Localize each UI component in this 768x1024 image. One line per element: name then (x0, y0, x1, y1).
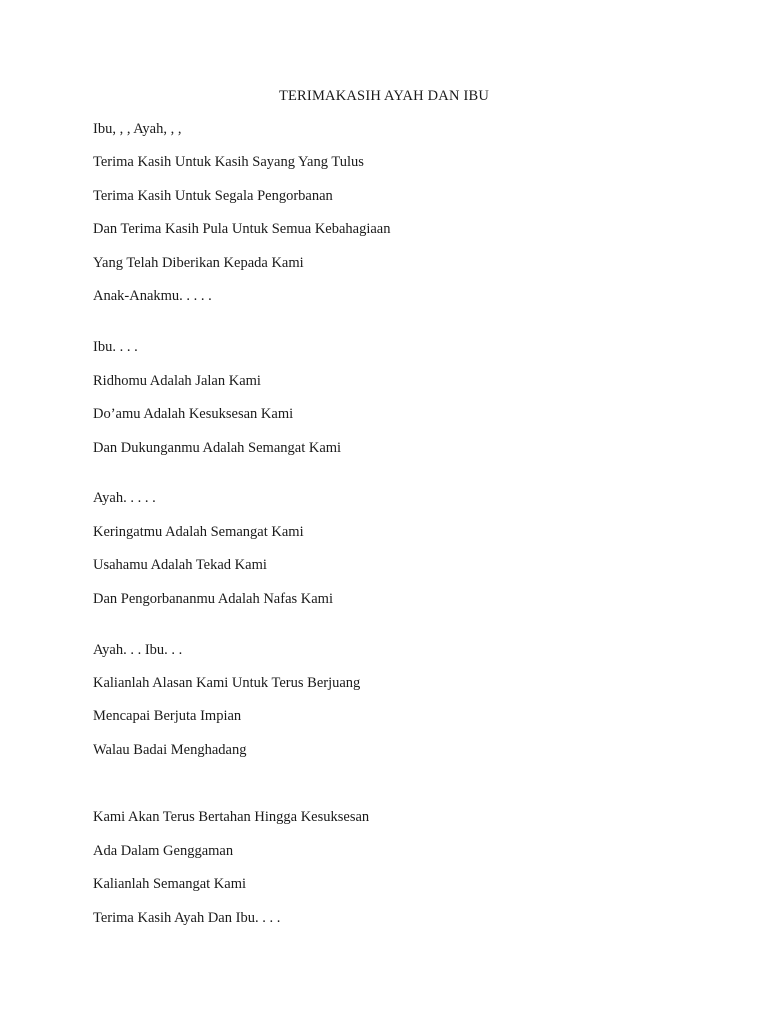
poem-line: Anak-Anakmu. . . . . (93, 288, 212, 304)
poem-line: Terima Kasih Ayah Dan Ibu. . . . (93, 910, 281, 926)
poem-line: Ayah. . . . . (93, 490, 156, 506)
poem-line: Yang Telah Diberikan Kepada Kami (93, 255, 304, 271)
poem-line: Ibu, , , Ayah, , , (93, 121, 182, 137)
poem-line: Kalianlah Semangat Kami (93, 876, 247, 892)
poem-line: Do’amu Adalah Kesuksesan Kami (93, 406, 294, 422)
poem-line: Terima Kasih Untuk Segala Pengorbanan (93, 188, 333, 204)
poem-line: Walau Badai Menghadang (93, 742, 247, 758)
poem-line: Dan Dukunganmu Adalah Semangat Kami (93, 440, 342, 456)
poem-line: Dan Terima Kasih Pula Untuk Semua Kebahagiaan (93, 221, 391, 237)
poem-line: Dan Pengorbananmu Adalah Nafas Kami (93, 591, 333, 607)
poem-line: Kalianlah Alasan Kami Untuk Terus Berjuang (93, 675, 361, 691)
poem-line: Ayah. . . Ibu. . . (93, 642, 183, 658)
poem-line: Ibu. . . . (93, 339, 138, 355)
poem-line: Ada Dalam Genggaman (93, 843, 234, 859)
document-title: TERIMAKASIH AYAH DAN IBU (278, 88, 490, 104)
poem-line: Terima Kasih Untuk Kasih Sayang Yang Tulus (93, 154, 364, 170)
poem-line: Usahamu Adalah Tekad Kami (93, 557, 267, 573)
poem-line: Mencapai Berjuta Impian (93, 708, 242, 724)
poem-line: Ridhomu Adalah Jalan Kami (93, 373, 261, 389)
poem-line: Kami Akan Terus Bertahan Hingga Kesuksesan (93, 809, 370, 825)
poem-line: Keringatmu Adalah Semangat Kami (93, 524, 304, 540)
